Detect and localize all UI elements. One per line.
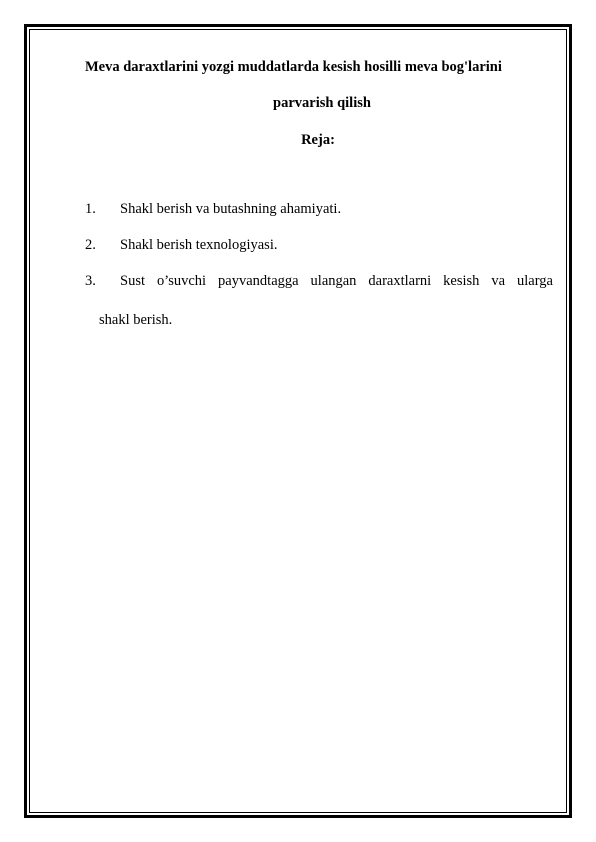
list-item-number: 2. (85, 237, 96, 253)
list-item-text: Sust o’suvchi payvandtagga ulangan daraxtlarni kesish va ularga (120, 273, 553, 289)
list-item-text: Shakl berish texnologiyasi. (120, 237, 278, 253)
list-item-continuation: shakl berish. (99, 312, 173, 328)
list-item-number: 3. (85, 273, 96, 289)
document-title-line-2: parvarish qilish (273, 95, 371, 111)
document-title-line-1: Meva daraxtlarini yozgi muddatlarda kesish hosilli meva bog'larini (85, 59, 502, 75)
plan-heading: Reja: (301, 132, 335, 148)
list-item-number: 1. (85, 201, 96, 217)
list-item-text: Shakl berish va butashning ahamiyati. (120, 201, 342, 217)
